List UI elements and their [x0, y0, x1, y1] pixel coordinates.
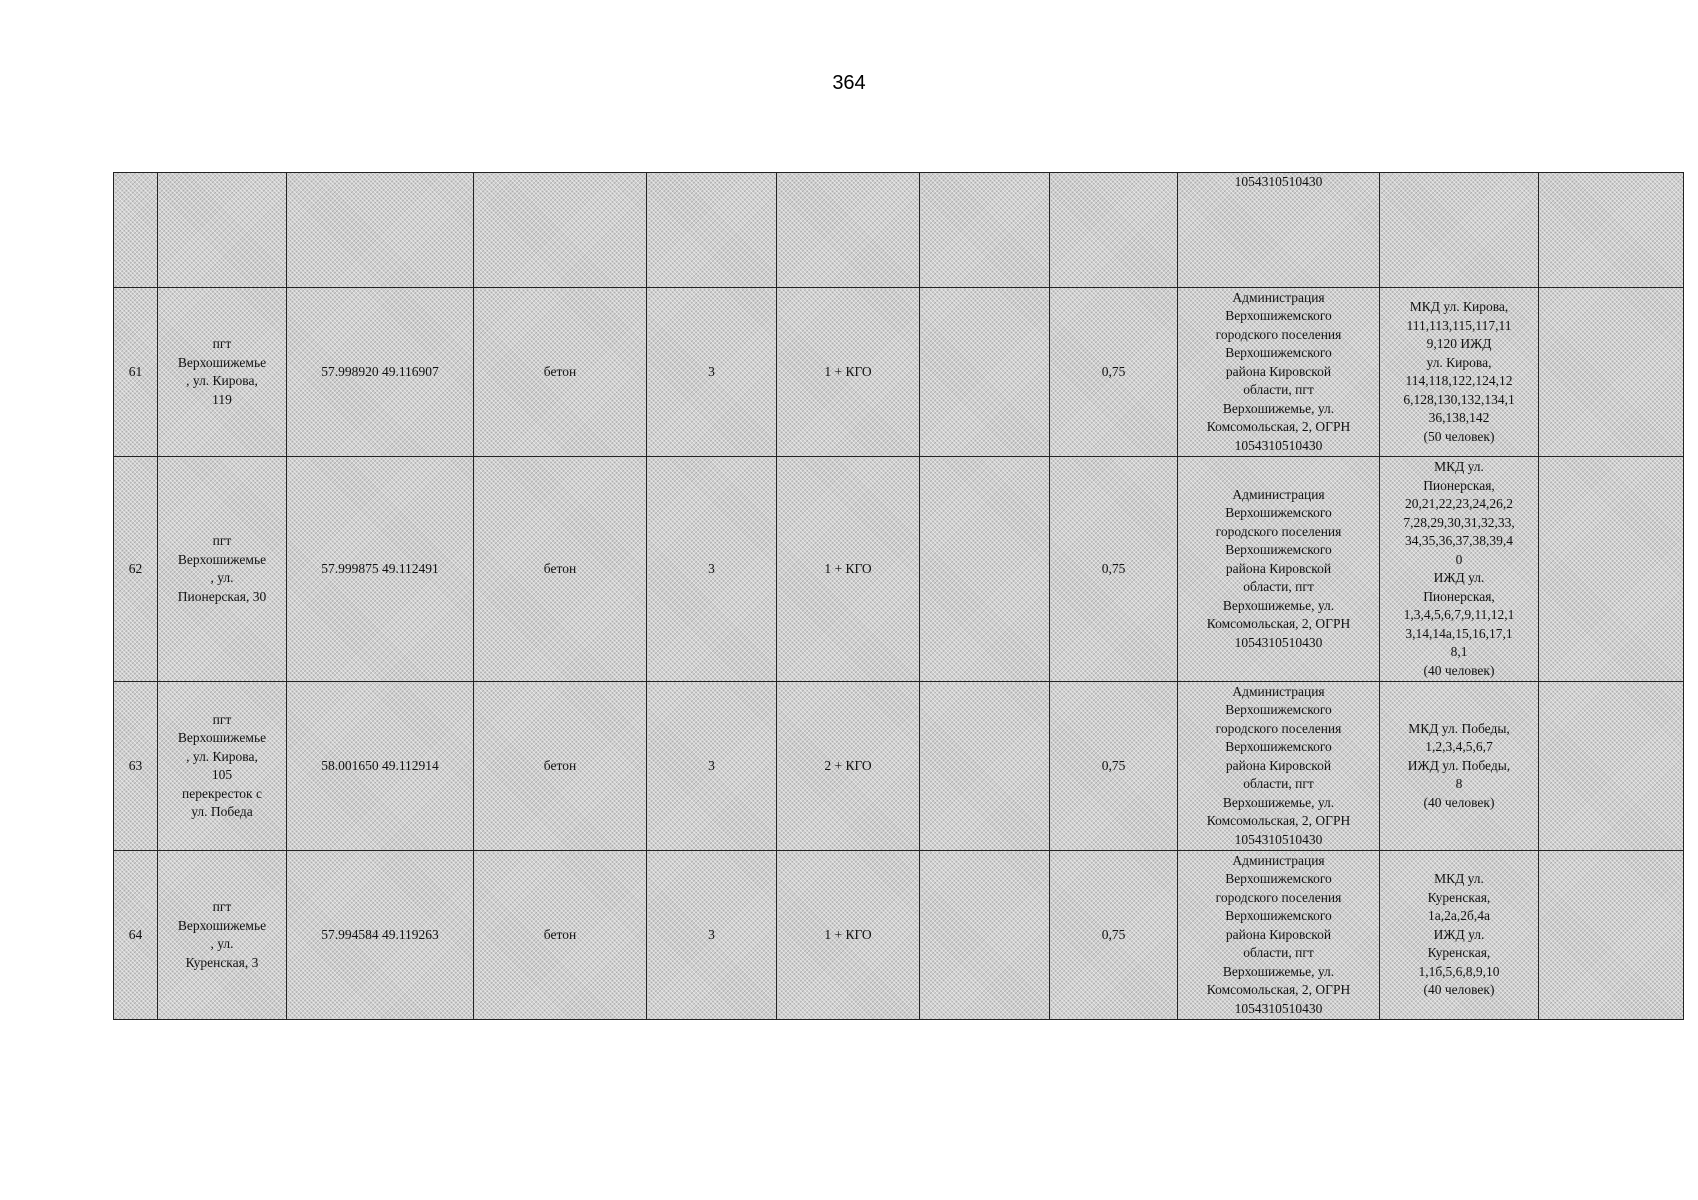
table-row: [114, 288, 1684, 457]
cell-surface: [474, 288, 647, 457]
cell-containers: [777, 851, 920, 1020]
area-text: 3: [708, 757, 715, 773]
cell-coords: [287, 288, 474, 457]
cell-surface: [474, 851, 647, 1020]
cell-containers: [777, 457, 920, 682]
cell-volume: [1050, 457, 1178, 682]
table-row: [114, 682, 1684, 851]
table-row-continued: [114, 173, 1684, 288]
cell-area: [647, 851, 777, 1020]
sources-text: МКД ул. Куренская, 1а,2а,2б,4а ИЖД ул. Куренская, 1,1б,5,6,8,9,10 (40 человек): [1418, 871, 1500, 998]
cell-owner: [1178, 288, 1380, 457]
cell-num: [114, 682, 158, 851]
cell-sources: [1380, 173, 1539, 288]
cell-empty: [920, 851, 1050, 1020]
surface-text: бетон: [543, 560, 577, 576]
cell-address: [158, 173, 287, 288]
cell-owner: [1178, 173, 1380, 288]
cell-containers: [777, 288, 920, 457]
cell-surface: [474, 457, 647, 682]
containers-text: 1 + КГО: [824, 926, 872, 942]
cell-address: [158, 288, 287, 457]
cell-owner: [1178, 682, 1380, 851]
area-text: 3: [708, 560, 715, 576]
cell-sources: [1380, 682, 1539, 851]
owner-text: Администрация Верхошижемского городского поселения Верхошижемского района Кировской области, пгт Верхошижемье, ул. Комсомольская, 2, ОГРН 1054310510430: [1206, 683, 1351, 847]
cell-address: [158, 682, 287, 851]
coords-text: 57.998920 49.116907: [321, 363, 439, 379]
address-text: пгт Верхошижемье , ул. Кирова, 119: [177, 336, 267, 407]
sources-text: МКД ул. Победы, 1,2,3,4,5,6,7 ИЖД ул. Победы, 8 (40 человек): [1407, 720, 1511, 810]
table-row: [114, 851, 1684, 1020]
area-text: 3: [708, 363, 715, 379]
surface-text: бетон: [543, 926, 577, 942]
cell-coords: [287, 457, 474, 682]
owner-text: Администрация Верхошижемского городского поселения Верхошижемского района Кировской области, пгт Верхошижемье, ул. Комсомольская, 2, ОГРН 1054310510430: [1206, 486, 1351, 650]
owner-text: Администрация Верхошижемского городского поселения Верхошижемского района Кировской области, пгт Верхошижемье, ул. Комсомольская, 2, ОГРН 1054310510430: [1206, 289, 1351, 453]
cell-sources: [1380, 851, 1539, 1020]
table-row: [114, 457, 1684, 682]
cell-num: [114, 288, 158, 457]
sources-text: МКД ул. Кирова, 111,113,115,117,11 9,120 ИЖД ул. Кирова, 114,118,122,124,12 6,128,130,132,134,1 36,138,142 (50 человек): [1403, 299, 1515, 444]
cell-empty: [920, 173, 1050, 288]
cell-containers: [777, 173, 920, 288]
row-number: 62: [128, 560, 143, 576]
cell-notes: [1539, 851, 1684, 1020]
address-text: пгт Верхошижемье , ул. Пионерская, 30: [177, 533, 267, 604]
cell-area: [647, 457, 777, 682]
containers-text: 1 + КГО: [824, 560, 872, 576]
cell-num: [114, 851, 158, 1020]
cell-volume: [1050, 288, 1178, 457]
cell-owner: [1178, 851, 1380, 1020]
row-number: 61: [128, 363, 143, 379]
cell-empty: [920, 682, 1050, 851]
sources-text: МКД ул. Пионерская, 20,21,22,23,24,26,2 7,28,29,30,31,32,33, 34,35,36,37,38,39,4 0 ИЖД ул. Пионерская, 1,3,4,5,6,7,9,11,12,1 3,14,14а,15,16,17,1 8,1 (40 человек): [1403, 459, 1515, 678]
cell-sources: [1380, 288, 1539, 457]
area-text: 3: [708, 926, 715, 942]
cell-address: [158, 457, 287, 682]
cell-sources: [1380, 457, 1539, 682]
coords-text: 57.999875 49.112491: [321, 560, 439, 576]
cell-volume: [1050, 851, 1178, 1020]
volume-text: 0,75: [1101, 560, 1126, 576]
owner-text: 1054310510430: [1234, 174, 1323, 189]
cell-empty: [920, 288, 1050, 457]
cell-area: [647, 288, 777, 457]
cell-notes: [1539, 173, 1684, 288]
cell-notes: [1539, 288, 1684, 457]
volume-text: 0,75: [1101, 363, 1126, 379]
cell-volume: [1050, 682, 1178, 851]
address-text: пгт Верхошижемье , ул. Куренская, 3: [177, 899, 267, 970]
surface-text: бетон: [543, 363, 577, 379]
row-number: 64: [128, 926, 143, 942]
cell-owner: [1178, 457, 1380, 682]
address-text: пгт Верхошижемье , ул. Кирова, 105 перекресток с ул. Победа: [177, 711, 267, 819]
containers-text: 1 + КГО: [824, 363, 872, 379]
coords-text: 57.994584 49.119263: [321, 926, 439, 942]
row-number: 63: [128, 757, 143, 773]
cell-volume: [1050, 173, 1178, 288]
cell-coords: [287, 851, 474, 1020]
cell-area: [647, 173, 777, 288]
cell-area: [647, 682, 777, 851]
cell-coords: [287, 682, 474, 851]
surface-text: бетон: [543, 757, 577, 773]
volume-text: 0,75: [1101, 926, 1126, 942]
cell-surface: [474, 682, 647, 851]
cell-num: [114, 173, 158, 288]
volume-text: 0,75: [1101, 757, 1126, 773]
containers-text: 2 + КГО: [824, 757, 872, 773]
cell-containers: [777, 682, 920, 851]
cell-notes: [1539, 457, 1684, 682]
cell-surface: [474, 173, 647, 288]
owner-text: Администрация Верхошижемского городского поселения Верхошижемского района Кировской области, пгт Верхошижемье, ул. Комсомольская, 2, ОГРН 1054310510430: [1206, 852, 1351, 1016]
cell-address: [158, 851, 287, 1020]
page-number: 364: [832, 72, 866, 94]
cell-num: [114, 457, 158, 682]
registry-table: [113, 172, 1684, 1020]
cell-notes: [1539, 682, 1684, 851]
cell-coords: [287, 173, 474, 288]
cell-empty: [920, 457, 1050, 682]
coords-text: 58.001650 49.112914: [321, 757, 439, 773]
